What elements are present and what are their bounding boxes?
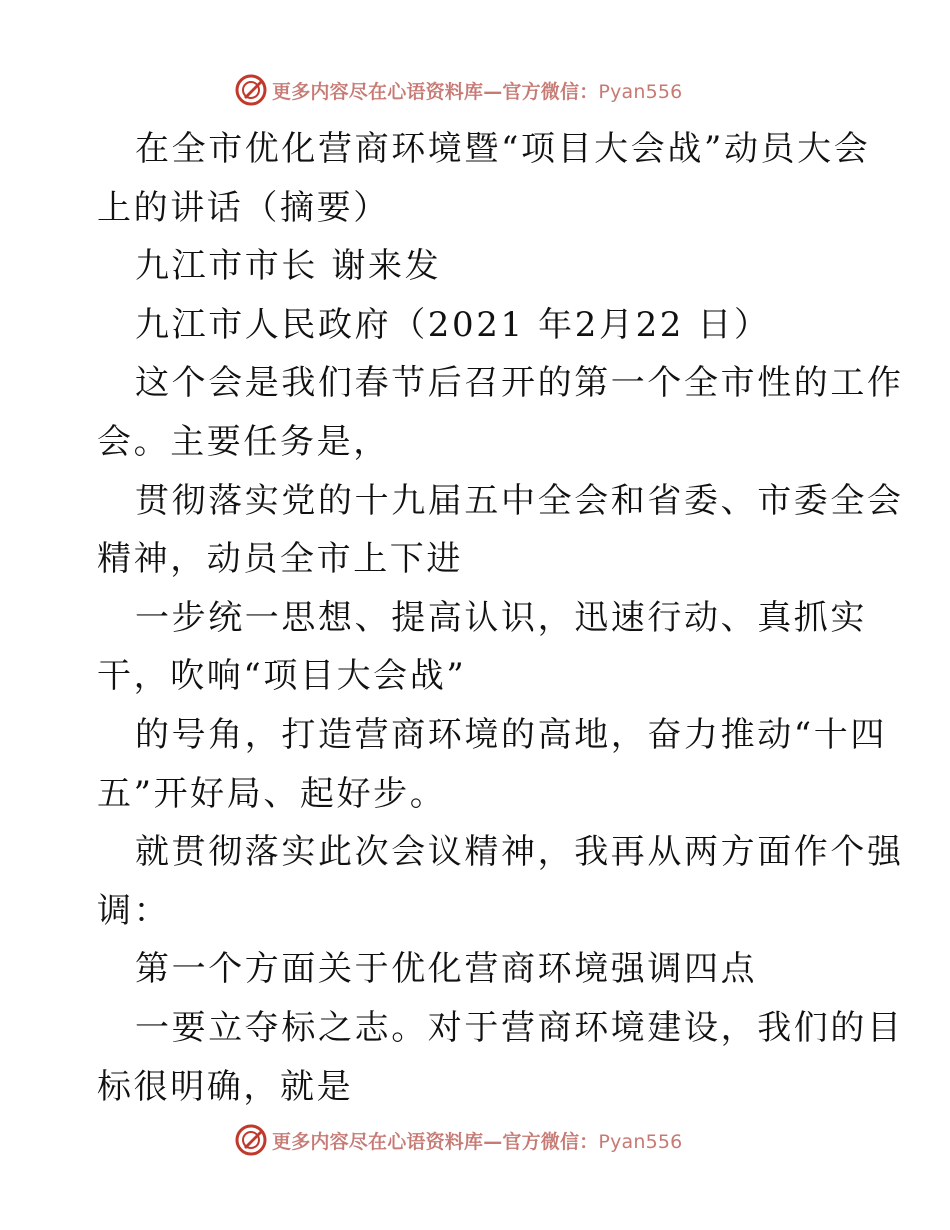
text-line: 上的讲话（摘要） [97, 187, 390, 228]
text-line: 九江市市长 谢来发 [135, 246, 442, 287]
text-line: 一要立夺标之志。对于营商环境建设，我们的目 [135, 1007, 904, 1048]
text-line: 调： [97, 890, 171, 931]
text-line: 就贯彻落实此次会议精神，我再从两方面作个强 [135, 832, 904, 873]
text-line: 第一个方面关于优化营商环境强调四点 [135, 949, 758, 990]
watermark-text: 更多内容尽在心语资料库—官方微信：Pyan556 [272, 80, 683, 103]
text-line: 精神，动员全市上下进 [97, 539, 463, 580]
watermark-id: Pyan556 [598, 1130, 683, 1153]
text-line: 标很明确，就是 [97, 1066, 354, 1107]
logo-icon [234, 73, 268, 107]
watermark-text: 更多内容尽在心语资料库—官方微信：Pyan556 [272, 1130, 683, 1153]
text-line: 这个会是我们春节后召开的第一个全市性的工作 [135, 363, 904, 404]
text-line: 九江市人民政府（2021 年2月22 日） [135, 304, 771, 345]
text-line: 五”开好局、起好步。 [97, 773, 447, 814]
text-line: 在全市优化营商环境暨“项目大会战”动员大会 [135, 129, 871, 169]
text-line: 干，吹响“项目大会战” [97, 656, 467, 697]
logo-icon [234, 1123, 268, 1157]
footer-watermark [234, 1122, 682, 1158]
text-line: 的号角，打造营商环境的高地，奋力推动“十四 [135, 714, 887, 755]
header-watermark [234, 72, 682, 108]
text-line: 会。主要任务是， [97, 421, 390, 462]
text-line: 一步统一思想、提高认识，迅速行动、真抓实 [135, 597, 867, 638]
text-line: 贯彻落实党的十九届五中全会和省委、市委全会 [135, 480, 904, 521]
watermark-id: Pyan556 [598, 80, 683, 103]
document-body [97, 120, 904, 1116]
